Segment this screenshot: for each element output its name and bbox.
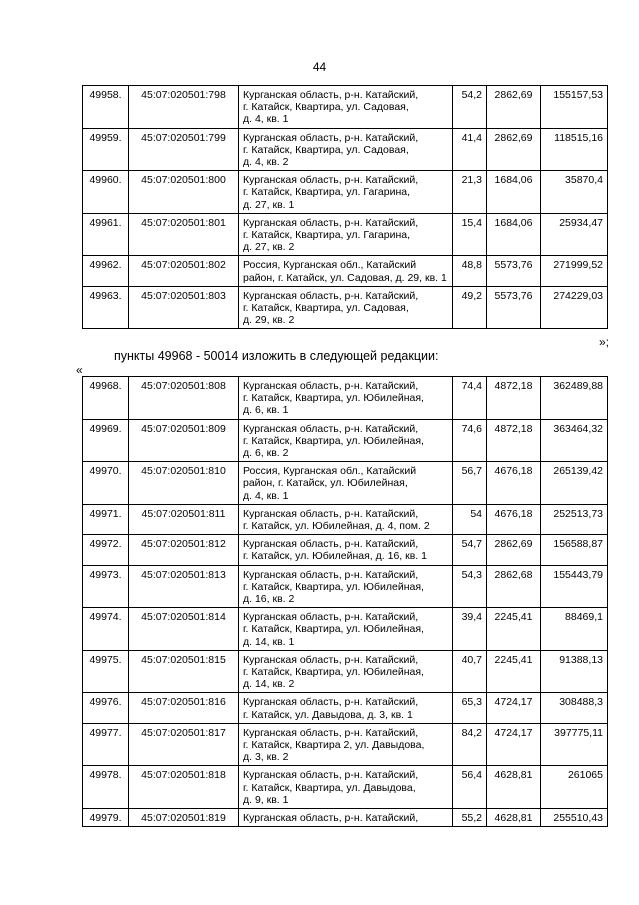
page-number: 44	[312, 60, 327, 74]
area-cell: 54	[453, 504, 487, 534]
row-number-cell: 49974.	[83, 608, 129, 651]
table-row	[83, 766, 608, 809]
area-cell: 39,4	[453, 608, 487, 651]
unit-value-cell: 4676,18	[487, 462, 541, 505]
unit-value-cell: 1684,06	[487, 171, 541, 214]
row-number-cell: 49979.	[83, 809, 129, 827]
cadastral-value-cell: 274229,03	[541, 286, 608, 329]
cadastral-number-cell: 45:07:020501:809	[129, 419, 239, 462]
cadastral-value-cell: 156588,87	[541, 535, 608, 565]
closing-quote: »;	[598, 335, 609, 349]
address-cell: Курганская область, р-н. Катайский, г. Катайск, Квартира, ул. Юбилейная, д. 6, кв. 2	[239, 419, 453, 462]
cadastral-value-cell: 265139,42	[541, 462, 608, 505]
cadastral-number-cell: 45:07:020501:808	[129, 377, 239, 420]
address-cell: Курганская область, р-н. Катайский, г. Катайск, Квартира, ул. Давыдова, д. 9, кв. 1	[239, 766, 453, 809]
cadastral-value-cell: 261065	[541, 766, 608, 809]
cadastral-number-cell: 45:07:020501:813	[129, 565, 239, 608]
table-row	[83, 565, 608, 608]
row-number-cell: 49959.	[83, 128, 129, 171]
registry-table-body	[83, 86, 608, 329]
table-row	[83, 86, 608, 129]
area-cell: 74,6	[453, 419, 487, 462]
row-number-cell: 49960.	[83, 171, 129, 214]
area-cell: 56,4	[453, 766, 487, 809]
address-cell: Курганская область, р-н. Катайский, г. Катайск, Квартира, ул. Гагарина, д. 27, кв. 2	[239, 213, 453, 256]
address-cell: Россия, Курганская обл., Катайский район, г. Катайск, ул. Садовая, д. 29, кв. 1	[239, 256, 453, 286]
amendment-instruction: пункты 49968 - 50014 изложить в следующей редакции:	[114, 349, 439, 363]
address-cell: Курганская область, р-н. Катайский, г. Катайск, ул. Давыдова, д. 3, кв. 1	[239, 693, 453, 723]
address-cell: Курганская область, р-н. Катайский, г. Катайск, Квартира, ул. Садовая, д. 4, кв. 2	[239, 128, 453, 171]
cadastral-number-cell: 45:07:020501:817	[129, 723, 239, 766]
unit-value-cell: 4628,81	[487, 809, 541, 827]
area-cell: 74,4	[453, 377, 487, 420]
row-number-cell: 49963.	[83, 286, 129, 329]
cadastral-number-cell: 45:07:020501:799	[129, 128, 239, 171]
cadastral-value-cell: 397775,11	[541, 723, 608, 766]
row-number-cell: 49962.	[83, 256, 129, 286]
cadastral-value-cell: 155443,79	[541, 565, 608, 608]
cadastral-number-cell: 45:07:020501:801	[129, 213, 239, 256]
address-cell: Курганская область, р-н. Катайский,	[239, 809, 453, 827]
address-cell: Курганская область, р-н. Катайский, г. Катайск, Квартира 2, ул. Давыдова, д. 3, кв. 2	[239, 723, 453, 766]
cadastral-number-cell: 45:07:020501:812	[129, 535, 239, 565]
table-row	[83, 504, 608, 534]
table-row	[83, 213, 608, 256]
cadastral-number-cell: 45:07:020501:811	[129, 504, 239, 534]
address-cell: Курганская область, р-н. Катайский, г. Катайск, ул. Юбилейная, д. 4, пом. 2	[239, 504, 453, 534]
opening-quote: «	[76, 363, 83, 377]
area-cell: 48,8	[453, 256, 487, 286]
row-number-cell: 49973.	[83, 565, 129, 608]
cadastral-value-cell: 25934,47	[541, 213, 608, 256]
unit-value-cell: 4628,81	[487, 766, 541, 809]
area-cell: 55,2	[453, 809, 487, 827]
table-row	[83, 693, 608, 723]
cadastral-value-cell: 35870,4	[541, 171, 608, 214]
cadastral-value-cell: 362489,88	[541, 377, 608, 420]
row-number-cell: 49969.	[83, 419, 129, 462]
unit-value-cell: 2245,41	[487, 608, 541, 651]
row-number-cell: 49968.	[83, 377, 129, 420]
cadastral-value-cell: 255510,43	[541, 809, 608, 827]
address-cell: Курганская область, р-н. Катайский, г. Катайск, Квартира, ул. Гагарина, д. 27, кв. 1	[239, 171, 453, 214]
area-cell: 49,2	[453, 286, 487, 329]
area-cell: 41,4	[453, 128, 487, 171]
registry-table-previous	[82, 85, 608, 329]
table-row	[83, 723, 608, 766]
cadastral-value-cell: 252513,73	[541, 504, 608, 534]
table-row	[83, 650, 608, 693]
row-number-cell: 49976.	[83, 693, 129, 723]
area-cell: 15,4	[453, 213, 487, 256]
unit-value-cell: 1684,06	[487, 213, 541, 256]
unit-value-cell: 2862,69	[487, 128, 541, 171]
table-row	[83, 286, 608, 329]
row-number-cell: 49970.	[83, 462, 129, 505]
row-number-cell: 49972.	[83, 535, 129, 565]
table-row	[83, 171, 608, 214]
table-row	[83, 462, 608, 505]
row-number-cell: 49977.	[83, 723, 129, 766]
address-cell: Курганская область, р-н. Катайский, г. Катайск, Квартира, ул. Юбилейная, д. 16, кв. 2	[239, 565, 453, 608]
table-row	[83, 377, 608, 420]
area-cell: 21,3	[453, 171, 487, 214]
unit-value-cell: 2862,68	[487, 565, 541, 608]
area-cell: 56,7	[453, 462, 487, 505]
row-number-cell: 49978.	[83, 766, 129, 809]
cadastral-number-cell: 45:07:020501:816	[129, 693, 239, 723]
area-cell: 54,3	[453, 565, 487, 608]
cadastral-number-cell: 45:07:020501:815	[129, 650, 239, 693]
area-cell: 54,7	[453, 535, 487, 565]
cadastral-value-cell: 363464,32	[541, 419, 608, 462]
area-cell: 65,3	[453, 693, 487, 723]
cadastral-value-cell: 91388,13	[541, 650, 608, 693]
area-cell: 40,7	[453, 650, 487, 693]
unit-value-cell: 2862,69	[487, 86, 541, 129]
unit-value-cell: 4872,18	[487, 419, 541, 462]
address-cell: Россия, Курганская обл., Катайский район, г. Катайск, ул. Юбилейная, д. 4, кв. 1	[239, 462, 453, 505]
cadastral-number-cell: 45:07:020501:810	[129, 462, 239, 505]
table-row	[83, 809, 608, 827]
address-cell: Курганская область, р-н. Катайский, г. Катайск, Квартира, ул. Юбилейная, д. 14, кв. 2	[239, 650, 453, 693]
address-cell: Курганская область, р-н. Катайский, г. Катайск, Квартира, ул. Юбилейная, д. 14, кв. 1	[239, 608, 453, 651]
cadastral-number-cell: 45:07:020501:819	[129, 809, 239, 827]
table-row	[83, 608, 608, 651]
area-cell: 54,2	[453, 86, 487, 129]
address-cell: Курганская область, р-н. Катайский, г. Катайск, Квартира, ул. Садовая, д. 4, кв. 1	[239, 86, 453, 129]
cadastral-value-cell: 271999,52	[541, 256, 608, 286]
cadastral-value-cell: 88469,1	[541, 608, 608, 651]
cadastral-number-cell: 45:07:020501:802	[129, 256, 239, 286]
cadastral-value-cell: 308488,3	[541, 693, 608, 723]
unit-value-cell: 5573,76	[487, 256, 541, 286]
row-number-cell: 49975.	[83, 650, 129, 693]
cadastral-value-cell: 155157,53	[541, 86, 608, 129]
unit-value-cell: 4676,18	[487, 504, 541, 534]
row-number-cell: 49961.	[83, 213, 129, 256]
registry-table-body	[83, 377, 608, 827]
table-row	[83, 256, 608, 286]
address-cell: Курганская область, р-н. Катайский, г. Катайск, Квартира, ул. Юбилейная, д. 6, кв. 1	[239, 377, 453, 420]
address-cell: Курганская область, р-н. Катайский, г. Катайск, ул. Юбилейная, д. 16, кв. 1	[239, 535, 453, 565]
cadastral-number-cell: 45:07:020501:800	[129, 171, 239, 214]
table-row	[83, 128, 608, 171]
cadastral-number-cell: 45:07:020501:818	[129, 766, 239, 809]
cadastral-number-cell: 45:07:020501:814	[129, 608, 239, 651]
cadastral-number-cell: 45:07:020501:798	[129, 86, 239, 129]
registry-table-new	[82, 376, 608, 827]
cadastral-number-cell: 45:07:020501:803	[129, 286, 239, 329]
address-cell: Курганская область, р-н. Катайский, г. Катайск, Квартира, ул. Садовая, д. 29, кв. 2	[239, 286, 453, 329]
unit-value-cell: 5573,76	[487, 286, 541, 329]
table-row	[83, 419, 608, 462]
unit-value-cell: 4872,18	[487, 377, 541, 420]
unit-value-cell: 2245,41	[487, 650, 541, 693]
area-cell: 84,2	[453, 723, 487, 766]
unit-value-cell: 4724,17	[487, 723, 541, 766]
table-row	[83, 535, 608, 565]
unit-value-cell: 2862,69	[487, 535, 541, 565]
row-number-cell: 49971.	[83, 504, 129, 534]
unit-value-cell: 4724,17	[487, 693, 541, 723]
cadastral-value-cell: 118515,16	[541, 128, 608, 171]
row-number-cell: 49958.	[83, 86, 129, 129]
